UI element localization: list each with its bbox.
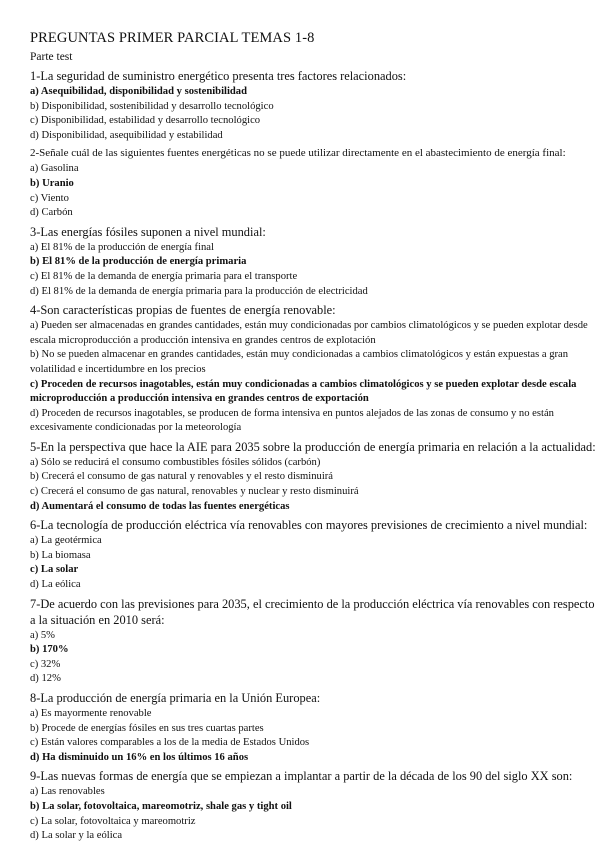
answer-option: b) Disponibilidad, sostenibilidad y desarrollo tecnológico (30, 100, 274, 112)
document-title: PREGUNTAS PRIMER PARCIAL TEMAS 1-8 (30, 30, 315, 46)
question-block (30, 517, 596, 592)
question-block (30, 146, 596, 220)
answer-option: a) La geotérmica (30, 535, 102, 547)
answer-option: a) 5% (30, 629, 55, 641)
answer-option: d) 12% (30, 673, 61, 685)
answer-option: a) Sólo se reducirá el consumo combustibles fósiles sólidos (carbón) (30, 456, 321, 468)
question-text: 5-En la perspectiva que hace la AIE para 2035 sobre la producción de energía primaria en relación a la actualidad: (30, 439, 596, 454)
question-block (30, 302, 596, 436)
answer-option: a) Pueden ser almacenadas en grandes cantidades, están muy condicionadas por cambios climatológicos y se pueden explotar desde escala microproducción a producción intensiva en grandes centros de explotación (30, 320, 588, 346)
answer-option: b) La biomasa (30, 549, 91, 561)
document-subtitle: Parte test (30, 51, 73, 63)
question-block (30, 596, 596, 687)
answer-option: d) El 81% de la demanda de energía primaria para la producción de electricidad (30, 285, 368, 297)
question-text: 1-La seguridad de suministro energético presenta tres factores relacionados: (30, 69, 407, 83)
question-text: 9-Las nuevas formas de energía que se empiezan a implantar a partir de la década de los 90 del siglo XX son: (30, 769, 573, 784)
answer-option-correct: c) Proceden de recursos inagotables, están muy condicionadas a cambios climatológicos y se pueden explotar desde escala microproducción a producción intensiva en grandes centros de exportación (30, 378, 577, 405)
question-block (30, 224, 596, 299)
answer-option: a) El 81% de la producción de energía final (30, 241, 214, 253)
answer-option-correct: b) Uranio (30, 177, 74, 189)
question-text: 3-Las energías fósiles suponen a nivel mundial: (30, 224, 266, 239)
answer-option: c) Disponibilidad, estabilidad y desarrollo tecnológico (30, 115, 261, 127)
question-block (30, 690, 596, 765)
answer-option: c) Están valores comparables a los de la media de Estados Unidos (30, 737, 310, 749)
answer-option: d) Disponibilidad, asequibilidad y estabilidad (30, 129, 223, 141)
answer-option: a) Las renovables (30, 786, 105, 798)
question-text: 6-La tecnología de producción eléctrica vía renovables con mayores previsiones de crecimiento a nivel mundial: (30, 518, 588, 533)
question-block (30, 68, 596, 143)
question-text: 2-Señale cuál de las siguientes fuentes energéticas no se puede utilizar directamente en el abastecimiento de energía final: (30, 147, 566, 160)
answer-option-correct: b) 170% (30, 644, 69, 656)
answer-option-correct: d) Ha disminuido un 16% en los últimos 16 años (30, 751, 249, 763)
question-text: 7-De acuerdo con las previsiones para 2035, el crecimiento de la producción eléctrica vía renovables con respecto a la situación en 2010 será: (30, 596, 595, 627)
answer-option: c) Crecerá el consumo de gas natural, renovables y nuclear y resto disminuirá (30, 486, 359, 498)
answer-option: c) La solar, fotovoltaica y mareomotriz (30, 815, 196, 827)
answer-option: d) Carbón (30, 207, 73, 219)
answer-option: b) No se pueden almacenar en grandes cantidades, están muy condicionadas a cambios climatológicos y están expuestas a gran volatilidad e incertidumbre en los precios (30, 349, 569, 375)
answer-option-correct: d) Aumentará el consumo de todas las fuentes energéticas (30, 500, 290, 512)
answer-option: d) Proceden de recursos inagotables, se producen de forma intensiva en puntos alejados de las zonas de consumo y no están excesivamente condicionadas por la meteorología (30, 407, 554, 434)
answer-option-correct: c) La solar (30, 564, 79, 576)
answer-option: b) Procede de energías fósiles en sus tres cuartas partes (30, 722, 264, 734)
question-text: 4-Son características propias de fuentes de energía renovable: (30, 303, 336, 318)
answer-option-correct: b) La solar, fotovoltaica, mareomotriz, shale gas y tight oil (30, 800, 292, 812)
answer-option: a) Gasolina (30, 163, 79, 175)
answer-option-correct: a) Asequibilidad, disponibilidad y sostenibilidad (30, 86, 247, 97)
answer-option: d) La eólica (30, 579, 81, 591)
question-block (30, 439, 596, 514)
answer-option: c) El 81% de la demanda de energía primaria para el transporte (30, 270, 298, 282)
question-block (30, 768, 596, 843)
question-text: 8-La producción de energía primaria en la Unión Europea: (30, 691, 321, 705)
answer-option: b) Crecerá el consumo de gas natural y renovables y el resto disminuirá (30, 471, 333, 483)
answer-option: c) 32% (30, 658, 61, 670)
answer-option: d) La solar y la eólica (30, 830, 123, 842)
answer-option: a) Es mayormente renovable (30, 708, 152, 719)
answer-option-correct: b) El 81% de la producción de energía primaria (30, 256, 247, 268)
answer-option: c) Viento (30, 192, 69, 204)
